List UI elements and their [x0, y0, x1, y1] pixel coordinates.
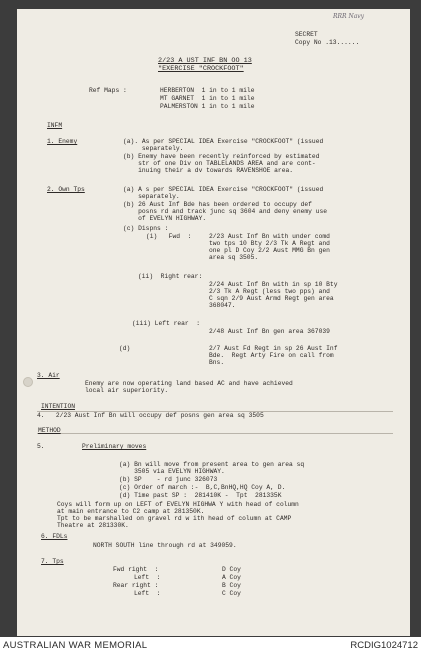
fwd-label: (i) Fwd :	[146, 233, 192, 240]
tps-coy: C Coy	[222, 590, 241, 597]
footer-id: RCDIG1024712	[350, 640, 418, 651]
method-heading: METHOD	[38, 427, 61, 434]
own-para-a: (a) A s per SPECIAL IDEA Exercise "CROCKFOOT" (issued separately.	[123, 186, 324, 200]
left-rear-text: 2/48 Aust Inf Bn gen area 367039	[209, 328, 330, 335]
infm-heading: INFM	[47, 122, 63, 129]
fwd-text: 2/23 Aust Inf Bn with under comd two tps 10 Bty 2/3 Tk A Regt and one pl D Coy 2/2 Aust MMG Bn gen area sq 3505.	[209, 233, 330, 261]
enemy-para-a: (a). As per SPECIAL IDEA Exercise "CROCKFOOT" (issued separately.	[123, 138, 324, 152]
own-para-b: (b) 26 Aust Inf Bde has been ordered to occupy def posns rd and track junc sq 3604 and deny enemy use of EVELYN HIGHWAY.	[123, 201, 328, 222]
exercise-title: "EXERCISE "CROCKFOOT"	[158, 65, 244, 73]
tps-position: Left :	[134, 590, 161, 597]
enemy-heading: 1. Enemy	[47, 138, 78, 145]
secret-stamp: SECRET	[295, 31, 318, 38]
punch-hole	[23, 377, 33, 387]
method-paragraph: Coys will form up on LEFT of EVELYN HIGHWA Y with head of column at main entrance to C2 camp at 281350K. Tpt to be marshalled on gravel rd w ith head of column at CAMP Theatre at 281330K.	[57, 501, 299, 529]
preliminary-moves-heading: Preliminary moves	[82, 443, 147, 450]
air-text: Enemy are now operating land based AC and have achieved local air superiority.	[85, 380, 293, 394]
ref-map-row: HERBERTON 1 in to 1 mile	[160, 87, 255, 94]
ref-map-row: PALMERSTON 1 in to 1 mile	[160, 103, 255, 110]
method-number: 5.	[37, 443, 45, 450]
para-d-label: (d)	[119, 345, 131, 352]
order-title: 2/23 A UST INF BN OO 13	[158, 57, 252, 65]
para-d-text: 2/7 Aust Fd Regt in sp 26 Aust Inf Bde. Regt Arty Fire on call from Bns.	[209, 345, 338, 366]
intention-text: 4. 2/23 Aust Inf Bn will occupy def posns gen area sq 3505	[37, 412, 264, 419]
right-rear-text: 2/24 Aust Inf Bn with in sp 10 Bty 2/3 Tk A Regt (less two pps) and C sqn 2/9 Aust Armd Regt gen area 368047.	[209, 281, 338, 309]
right-rear-label: (ii) Right rear:	[138, 273, 203, 280]
tps-position: Rear right :	[113, 582, 159, 589]
intention-heading: INTENTION	[41, 403, 76, 410]
tps-coy: D Coy	[222, 566, 241, 573]
own-para-c: (c) Dispns :	[123, 225, 169, 232]
tps-heading: 7. Tps	[41, 558, 64, 565]
ref-map-row: MT GARNET 1 in to 1 mile	[160, 95, 255, 102]
divider	[37, 433, 393, 434]
tps-coy: A Coy	[222, 574, 241, 581]
method-para-c: (c) Order of march :- B,C,BnHQ,HQ Coy A, D.	[119, 484, 286, 491]
fdls-text: NORTH SOUTH line through rd at 349059.	[93, 542, 237, 549]
ref-maps-label: Ref Maps :	[89, 87, 127, 94]
method-para-d: (d) Time past SP : 281410K - Tpt 281335K	[119, 492, 282, 499]
footer-source: AUSTRALIAN WAR MEMORIAL	[3, 640, 148, 651]
air-heading: 3. Air	[37, 372, 60, 379]
method-para-b: (b) SP - rd junc 326073	[119, 476, 218, 483]
tps-position: Left :	[134, 574, 161, 581]
handwritten-note: RRR Navy	[333, 13, 365, 20]
own-tps-heading: 2. Own Tps	[47, 186, 85, 193]
copy-number: Copy No .13......	[295, 39, 360, 46]
footer-bar	[0, 637, 421, 654]
enemy-para-b: (b) Enemy have been recently reinforced by estimated str of one Div on TABLELANDS AREA and are cont- inuing their a dv towards RAVENSHOE area.	[123, 153, 320, 174]
fdls-heading: 6. FDLs	[41, 533, 68, 540]
tps-coy: B Coy	[222, 582, 241, 589]
tps-position: Fwd right :	[113, 566, 159, 573]
left-rear-label: (iii) Left rear :	[132, 320, 201, 327]
method-para-a: (a) Bn will move from present area to gen area sq 3505 via EVELYN HIGHWAY.	[119, 461, 305, 475]
